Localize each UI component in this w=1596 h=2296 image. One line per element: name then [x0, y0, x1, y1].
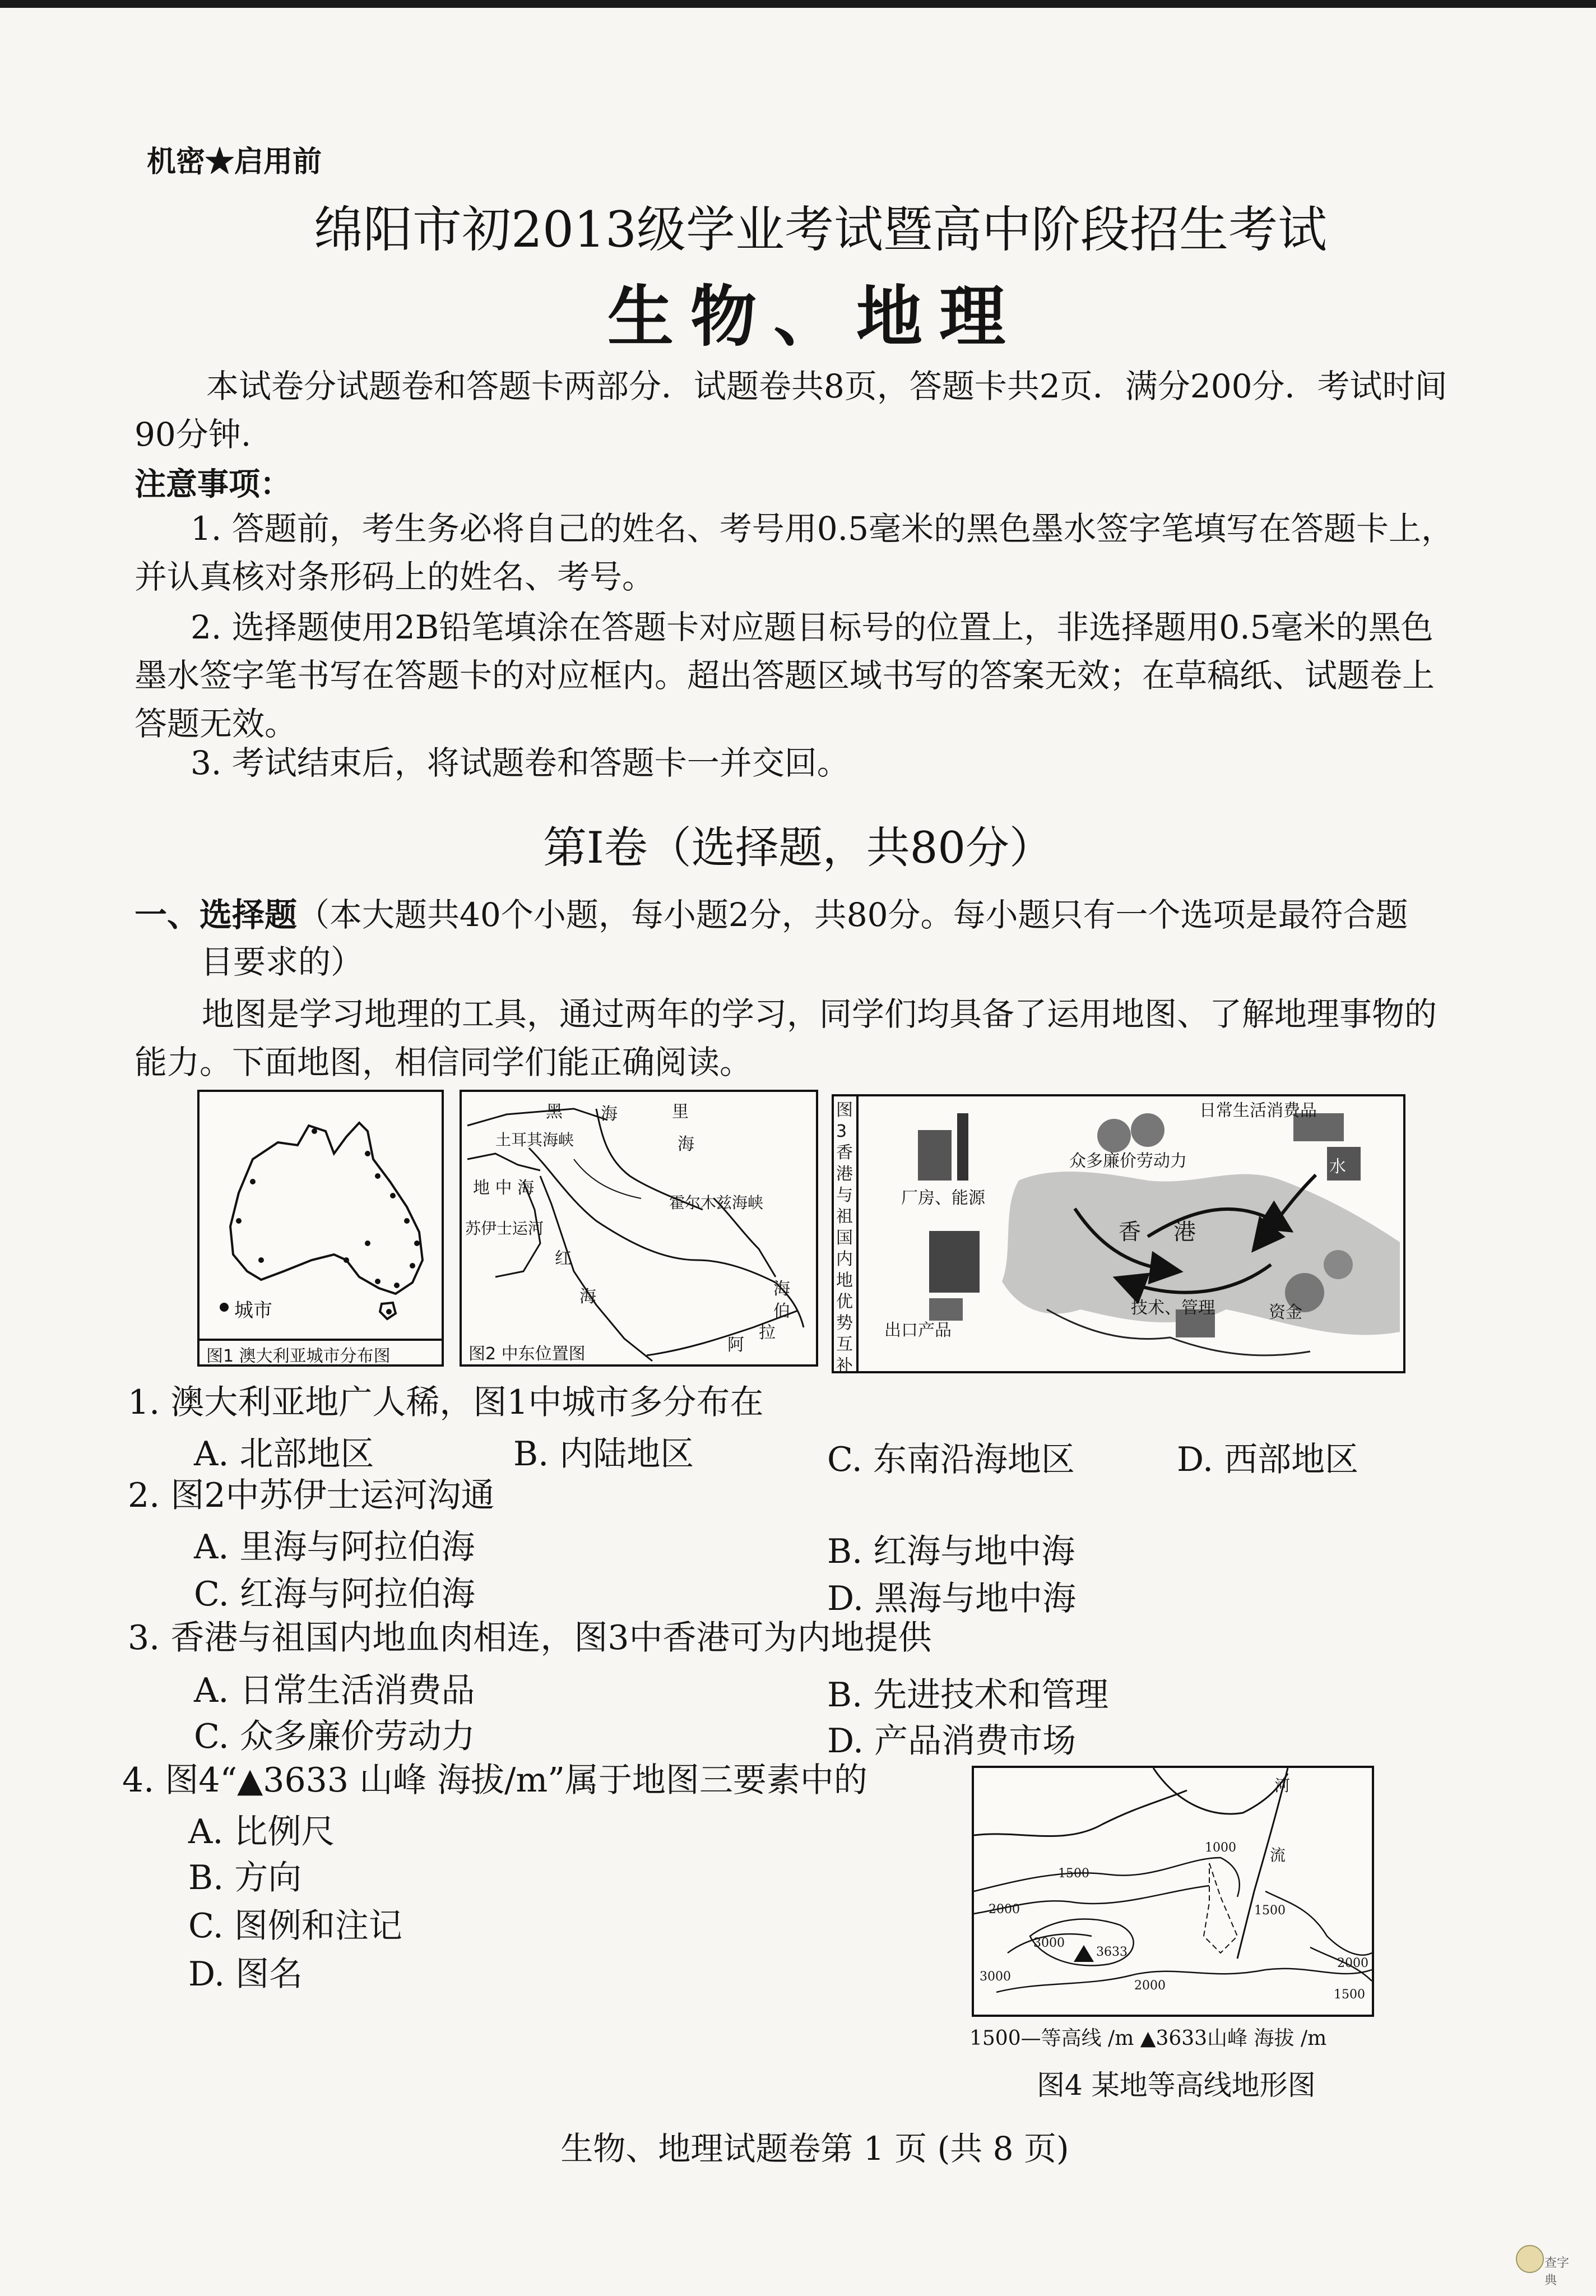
figure-2-middle-east-map	[460, 1090, 818, 1367]
question-4-stem: 4. 图4“▲3633 山峰 海拔/m”属于地图三要素中的	[122, 1761, 867, 1800]
mcq-lead: 一、选择题	[134, 896, 298, 934]
fig1-caption: 图1 澳大利亚城市分布图	[206, 1346, 391, 1366]
fig2-label-arabian-1: 海	[773, 1279, 790, 1299]
fig3-label-tech-mgmt: 技术、管理	[1131, 1298, 1215, 1318]
fig4-caption: 图4 某地等高线地形图	[1037, 2069, 1316, 2101]
fig3-label-water: 水	[1329, 1157, 1346, 1177]
fig2-label-mediterranean: 地 中 海	[473, 1178, 535, 1198]
fig2-label-arabian-2: 伯	[773, 1302, 790, 1321]
fig2-label-caspian: 里	[672, 1102, 689, 1122]
fig3-label-kong: 港	[1173, 1219, 1196, 1245]
mcq-heading	[134, 891, 1468, 985]
figure-3-hongkong-map	[832, 1094, 1405, 1376]
q1-option-c[interactable]: C. 东南沿海地区	[827, 1440, 1075, 1479]
mcq-desc-1: （本大题共40个小题，每小题2分，共80分。每小题只有一个选项是最符合题	[297, 896, 1408, 934]
page-footer: 生物、地理试题卷第 1 页 (共 8 页)	[560, 2130, 1069, 2168]
fig2-label-red: 红	[555, 1249, 572, 1269]
fig2-label-arabian-4: 拉	[759, 1323, 776, 1343]
fig2-label-black: 黑	[546, 1102, 563, 1122]
watermark-text: 查字典	[1544, 2256, 1570, 2288]
q1-option-d[interactable]: D. 西部地区	[1177, 1440, 1359, 1479]
notice-item-3: 3. 考试结束后，将试题卷和答题卡一并交回。	[191, 744, 850, 782]
figure-1-australia-map	[197, 1090, 444, 1367]
q4-option-c[interactable]: C. 图例和注记	[188, 1906, 402, 1946]
fig4-contour-2000-a: 2000	[989, 1902, 1020, 1917]
q3-option-c[interactable]: C. 众多廉价劳动力	[194, 1717, 475, 1756]
exam-subject: 生物、地理	[607, 277, 1022, 355]
exam-intro: 本试卷分试题卷和答题卡两部分．试题卷共8页，答题卡共2页．满分200分．考试时间90分钟.	[134, 367, 1447, 453]
fig3-label-capital: 资金	[1269, 1303, 1302, 1322]
fig4-contour-3000: 3000	[1033, 1936, 1065, 1950]
fig4-contour-1000: 1000	[1205, 1841, 1236, 1855]
fig4-contour-1500-b: 1500	[1254, 1904, 1286, 1918]
exam-title: 绵阳市初2013级学业考试暨高中阶段招生考试	[314, 201, 1327, 258]
q3-option-a[interactable]: A. 日常生活消费品	[194, 1671, 475, 1710]
question-2-stem: 2. 图2中苏伊士运河沟通	[128, 1476, 495, 1515]
q3-option-b[interactable]: B. 先进技术和管理	[827, 1675, 1109, 1715]
q1-option-a[interactable]: A. 北部地区	[194, 1434, 374, 1474]
fig3-label-cheap-labor: 众多廉价劳动力	[1069, 1151, 1187, 1171]
q2-option-d[interactable]: D. 黑海与地中海	[827, 1579, 1077, 1618]
question-3-stem: 3. 香港与祖国内地血肉相连，图3中香港可为内地提供	[128, 1618, 932, 1658]
q2-option-b[interactable]: B. 红海与地中海	[827, 1532, 1075, 1571]
fig4-label-river-2: 流	[1270, 1846, 1286, 1864]
mcq-desc-2: 目要求的）	[201, 943, 364, 981]
q1-option-b[interactable]: B. 内陆地区	[513, 1434, 694, 1474]
fig4-contour-2000-c: 2000	[1337, 1956, 1368, 1970]
maps-intro: 地图是学习地理的工具，通过两年的学习，同学们均具备了运用地图、了解地理事物的能力。下面地图，相信同学们能正确阅读。	[134, 995, 1437, 1081]
notice-item-2: 2. 选择题使用2B铅笔填涂在答题卡对应题目标号的位置上，非选择题用0.5毫米的黑色墨水签字笔书写在答题卡的对应框内。超出答题区域书写的答案无效；在草稿纸、试题卷上答题无效。	[134, 608, 1435, 743]
fig4-label-river-1: 河	[1274, 1776, 1291, 1795]
notice-item-1: 1. 答题前，考生务必将自己的姓名、考号用0.5毫米的黑色墨水签字笔填写在答题卡上，并认真核对条形码上的姓名、考号。	[134, 510, 1454, 596]
fig3-label-hong: 香	[1119, 1219, 1141, 1245]
fig4-legend: 1500—等高线 /m ▲3633山峰 海拔 /m	[969, 2027, 1327, 2050]
scan-top-edge	[0, 0, 1596, 8]
fig2-label-hormuz: 霍尔木兹海峡	[669, 1193, 764, 1212]
q4-option-d[interactable]: D. 图名	[188, 1955, 303, 1994]
figure-4-contour-map	[972, 1766, 1374, 2017]
question-1-stem: 1. 澳大利亚地广人稀，图1中城市多分布在	[128, 1383, 764, 1422]
q3-option-d[interactable]: D. 产品消费市场	[827, 1721, 1077, 1761]
fig1-caption-divider	[200, 1339, 442, 1341]
fig2-label-red-sea: 海	[579, 1287, 596, 1307]
fig4-contour-1500-c: 1500	[1334, 1988, 1365, 2002]
fig2-label-turkish-straits: 土耳其海峡	[495, 1131, 574, 1149]
fig2-label-arabian-3: 阿	[727, 1335, 744, 1355]
fig4-contour-1500-a: 1500	[1058, 1867, 1089, 1881]
q2-option-a[interactable]: A. 里海与阿拉伯海	[194, 1527, 475, 1567]
fig2-label-black-sea: 海	[601, 1104, 618, 1124]
fig3-title-vertical: 图3香港与祖国内地优势互补	[836, 1100, 853, 1376]
notice-heading: 注意事项：	[134, 466, 291, 503]
fig3-label-factory-energy: 厂房、能源	[901, 1188, 985, 1208]
confidential-mark: 机密★启用前	[147, 145, 322, 179]
watermark-logo	[1513, 2237, 1575, 2287]
fig2-label-caspian-sea: 海	[678, 1135, 694, 1154]
q4-option-b[interactable]: B. 方向	[188, 1858, 302, 1897]
fig2-caption: 图2 中东位置图	[468, 1344, 586, 1364]
q4-option-a[interactable]: A. 比例尺	[188, 1812, 335, 1851]
section-1-heading: 第Ⅰ卷（选择题，共80分）	[542, 823, 1054, 873]
fig4-contour-2000-b: 2000	[1134, 1979, 1166, 1993]
fig4-contour-3000-b: 3000	[980, 1970, 1011, 1984]
fig1-legend-city: 城市	[234, 1299, 272, 1322]
fig2-label-suez-canal: 苏伊士运河	[465, 1219, 544, 1238]
q2-option-c[interactable]: C. 红海与阿拉伯海	[194, 1575, 475, 1614]
fig4-peak-3633: 3633	[1096, 1945, 1128, 1959]
fig3-label-daily-goods: 日常生活消费品	[1199, 1101, 1317, 1121]
fig3-label-export: 出口产品	[884, 1321, 952, 1340]
